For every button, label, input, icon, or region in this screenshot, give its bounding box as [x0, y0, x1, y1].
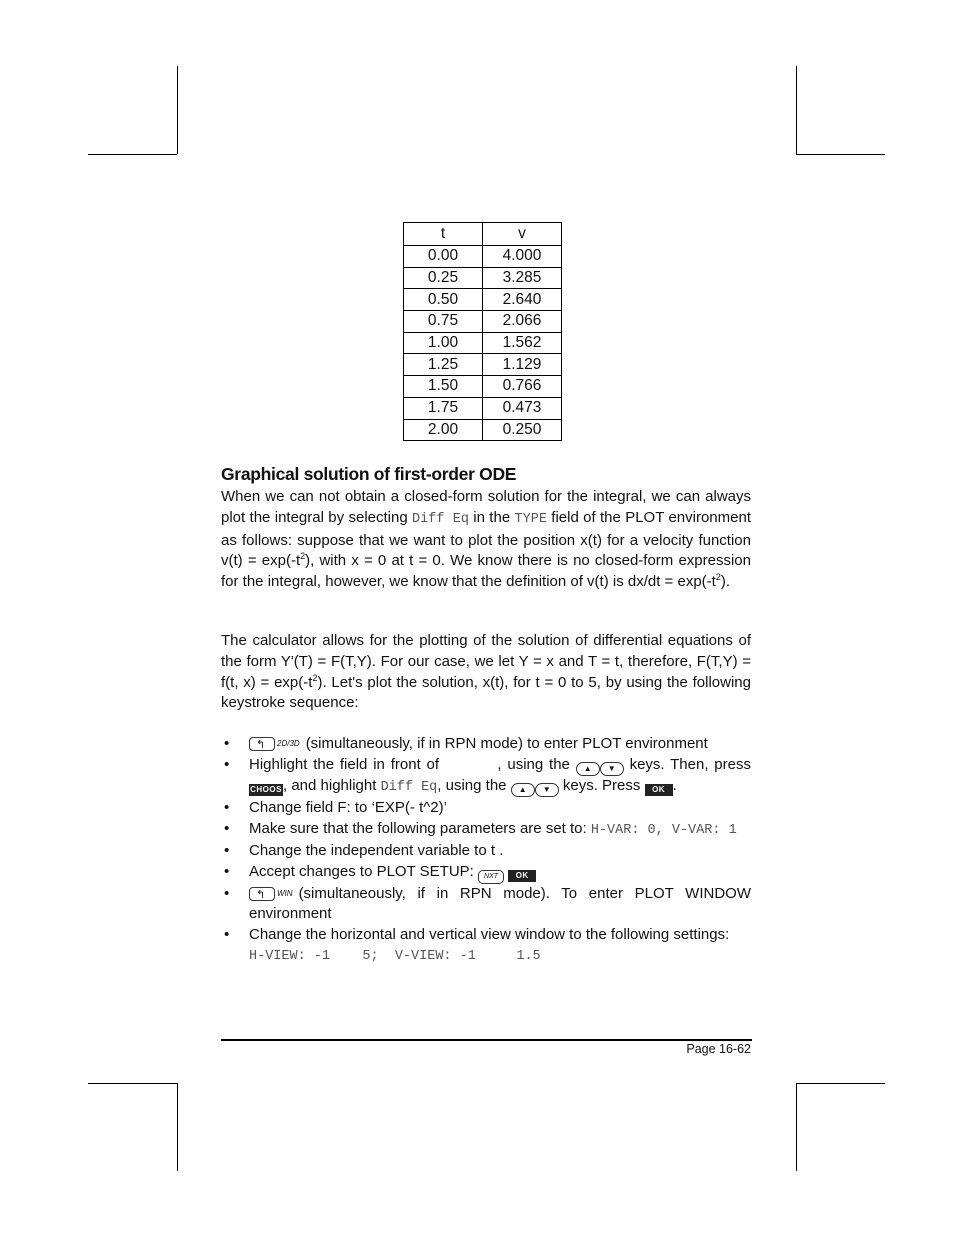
cell-v: 3.285 — [483, 267, 562, 289]
text: The calculator allows for the plotting of the solution of differential equations of the form Y'(T) = F(T,Y). For our case, we let Y = x and T = t, therefore, F(T,Y) = f(t, x) = exp(-t — [221, 632, 751, 691]
table-header-t: t — [404, 223, 483, 246]
text: Change the independent variable to t . — [249, 842, 504, 859]
crop-mark — [88, 1083, 177, 1084]
paragraph-method — [221, 631, 751, 714]
crop-mark — [796, 66, 797, 154]
text: Make sure that the following parameters are set to: — [249, 819, 587, 837]
table-header-v: v — [483, 223, 562, 246]
cell-v: 1.562 — [483, 332, 562, 354]
cell-v: 0.473 — [483, 397, 562, 419]
down-arrow-key-icon: ▼ — [600, 762, 624, 776]
crop-mark — [796, 154, 885, 155]
section-heading: Graphical solution of first-order ODE — [221, 464, 517, 484]
table-row — [404, 376, 562, 398]
cell-v: 1.129 — [483, 354, 562, 376]
text: . — [672, 776, 677, 794]
text: ), with x = 0 at t = 0. We know there is no closed-form expression for the integral, however, we know that the definition of v(t) is dx/dt = exp(-t — [221, 552, 751, 591]
cell-t: 1.00 — [404, 332, 483, 354]
left-shift-key-icon: • ↰ — [249, 887, 275, 901]
text: (simultaneously, if in RPN mode) to enter PLOT environment — [305, 735, 708, 752]
superscript: 2 — [300, 551, 306, 562]
text: (simultaneously, if in RPN mode). To enter PLOT WINDOW environment — [249, 884, 751, 922]
left-shift-key-icon: • ↰ — [249, 737, 275, 751]
superscript: 2 — [312, 672, 318, 683]
list-item — [221, 862, 751, 884]
cell-t: 1.25 — [404, 354, 483, 376]
table-row — [404, 354, 562, 376]
table-row — [404, 311, 562, 333]
cell-t: 2.00 — [404, 419, 483, 441]
crop-mark — [796, 1083, 885, 1084]
text: Change field F: to ‘EXP(- t^2)’ — [249, 799, 447, 816]
text: keys. Press — [562, 776, 641, 794]
table-row — [404, 289, 562, 311]
text: Accept changes to PLOT SETUP: — [249, 862, 474, 880]
footer-rule — [221, 1039, 752, 1041]
text: , using the — [437, 776, 507, 794]
cell-v: 0.766 — [483, 376, 562, 398]
list-item — [221, 841, 751, 862]
nxt-key-icon: NXT — [478, 870, 504, 884]
list-item — [221, 755, 751, 799]
table-row — [404, 419, 562, 441]
crop-mark — [177, 66, 178, 154]
code-diff-eq: Diff Eq — [380, 779, 438, 795]
text: ). Let's plot the solution, x(t), for t = 0 to 5, by using the following keystroke sequence: — [221, 673, 751, 712]
cell-t: 0.00 — [404, 246, 483, 268]
keystroke-list — [221, 734, 751, 968]
code-view-settings: H-VIEW: -1 5; V-VIEW: -1 1.5 — [249, 949, 541, 964]
table-row — [404, 246, 562, 268]
list-item — [221, 798, 751, 819]
win-key-label: WIN — [277, 888, 293, 898]
tv-table — [403, 222, 562, 441]
cell-t: 1.50 — [404, 376, 483, 398]
superscript: 2 — [715, 572, 721, 583]
text: , and highlight — [283, 776, 377, 794]
cell-t: 1.75 — [404, 397, 483, 419]
2d3d-key-label: 2D/3D — [277, 739, 300, 748]
choose-softkey-icon: CHOOS — [250, 784, 282, 794]
list-item — [221, 884, 751, 925]
table-row — [404, 332, 562, 354]
ok-softkey-icon: OK — [645, 784, 673, 796]
cell-t: 0.50 — [404, 289, 483, 311]
list-item — [221, 734, 751, 755]
text: , using the — [497, 755, 570, 773]
table-row — [404, 267, 562, 289]
code-hvar-vvar: H-VAR: 0, V-VAR: 1 — [590, 822, 737, 838]
cell-v: 2.066 — [483, 311, 562, 333]
down-arrow-key-icon: ▼ — [535, 783, 559, 797]
up-arrow-key-icon: ▲ — [511, 783, 535, 797]
page-number: Page 16-62 — [686, 1042, 751, 1056]
cell-t: 0.25 — [404, 267, 483, 289]
table-body — [404, 246, 562, 441]
ok-softkey-icon: OK — [508, 870, 536, 882]
crop-mark — [177, 1083, 178, 1171]
table-row — [404, 397, 562, 419]
text: Highlight the field in front of — [249, 755, 440, 773]
cell-t: 0.75 — [404, 311, 483, 333]
list-item — [221, 819, 751, 842]
text: Change the horizontal and vertical view window to the following settings: — [249, 925, 730, 943]
text: When we can not obtain a closed-form solution for the integral, we can always plot the integral by selecting — [221, 488, 751, 526]
crop-mark — [88, 154, 177, 155]
table-header-row — [404, 223, 562, 246]
paragraph-intro — [221, 487, 751, 593]
cell-v: 0.250 — [483, 419, 562, 441]
cell-v: 4.000 — [483, 246, 562, 268]
text: ). — [720, 573, 731, 591]
crop-mark — [796, 1083, 797, 1171]
cell-v: 2.640 — [483, 289, 562, 311]
text: in the — [468, 508, 515, 526]
list-item — [221, 925, 751, 968]
text: field of the PLOT environment as follows: suppose that we want to plot the position x(t) for a velocity function v(t) = exp(-t — [221, 508, 751, 570]
code-type: TYPE — [514, 511, 547, 527]
text: keys. Then, press — [629, 755, 751, 773]
up-arrow-key-icon: ▲ — [576, 762, 600, 776]
code-diff-eq: Diff Eq — [412, 511, 469, 527]
